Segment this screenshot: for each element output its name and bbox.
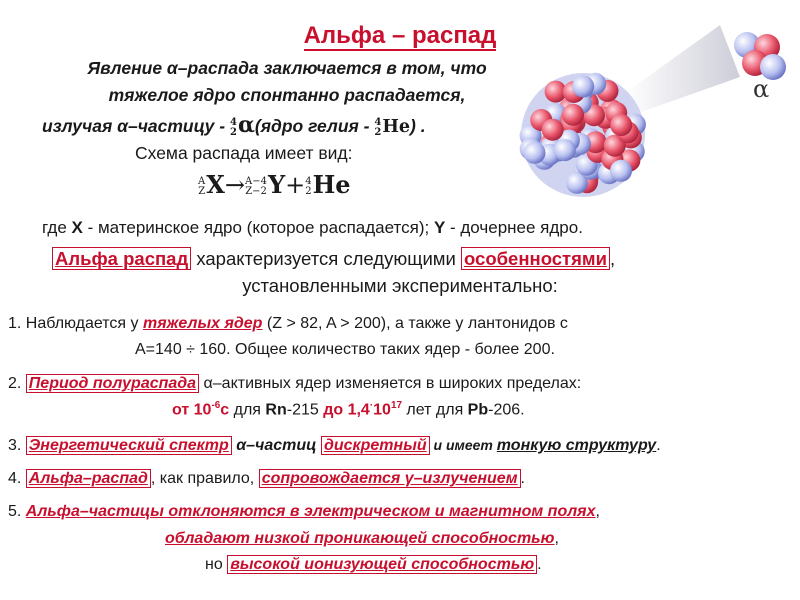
nucleon <box>562 104 584 126</box>
feature-1: 1. Наблюдается у тяжелых ядер (Z > 82, A > 200), а также у лантонидов с <box>8 315 568 332</box>
alpha-label: α <box>753 75 770 103</box>
decay-formula: A Z X→ A−4 Z−2 Y+ 4 2 He <box>198 170 351 199</box>
feature-5-line-2: обладают низкой проникающей способностью, <box>165 530 559 547</box>
where-line: где X - материнское ядро (которое распадается); Y - дочернее ядро. <box>42 218 583 237</box>
nucleus <box>520 73 646 197</box>
intro-line-3: излучая α–частицу - 4 2 α(ядро гелия - 4 2 He) . <box>42 112 426 138</box>
feature-4: 4. Альфа–распад , как правило, сопровождается γ–излучением . <box>8 470 525 487</box>
feature-2-line-2: от $10^{-6}с$ для Rn-215 до $1,4^\cdot 10^{17}$ лет для Pb-206. <box>172 400 525 419</box>
nucleon <box>554 139 576 161</box>
features-intro-line-2: установленными экспериментально: <box>242 275 558 296</box>
nucleon <box>572 75 594 97</box>
intro-line-4: Схема распада имеет вид: <box>135 143 353 163</box>
intro-line-1: Явление α–распада заключается в том, что <box>87 58 487 78</box>
nucleus-illustration <box>515 15 790 210</box>
alpha-trail <box>625 25 740 117</box>
nucleon <box>524 142 546 164</box>
feature-5-line-3: но высокой ионизующей способностью . <box>205 556 542 573</box>
feature-1-line-2: A=140 ÷ 160. Общее количество таких ядер - более 200. <box>135 341 555 358</box>
nucleon <box>610 160 632 182</box>
feature-5: 5. Альфа–частицы отклоняются в электрическом и магнитном полях, <box>8 503 600 520</box>
page-title: Альфа – распад <box>303 22 497 49</box>
intro-line-2: тяжелое ядро спонтанно распадается, <box>108 85 466 105</box>
nucleon <box>610 114 632 136</box>
feature-2: 2. Период полураспада α–активных ядер изменяется в широких пределах: <box>8 375 582 392</box>
features-intro: Альфа распад характеризуется следующими особенностями , <box>52 248 615 270</box>
nucleon <box>542 119 564 141</box>
feature-3: 3. Энергетический спектр α–частиц дискретный и имеет тонкую структуру. <box>8 437 661 454</box>
alpha-particle <box>734 32 786 80</box>
